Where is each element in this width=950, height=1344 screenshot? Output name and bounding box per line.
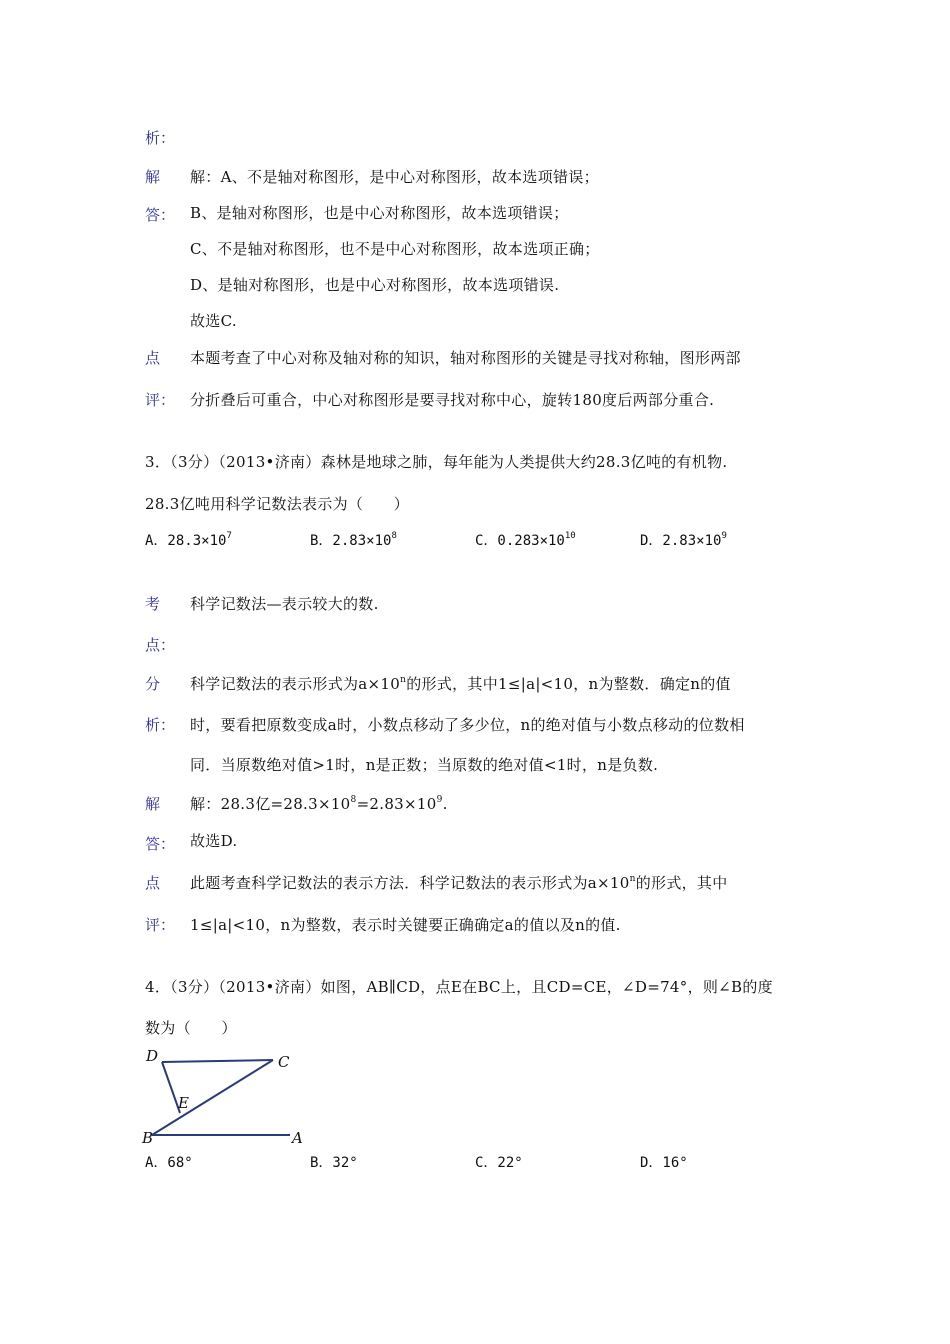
q4-geometry-figure — [140, 1045, 320, 1150]
q2-comment-line-1: 本题考查了中心对称及轴对称的知识，轴对称图形的关键是寻找对称轴，图形两部 — [190, 349, 741, 367]
q3-option-c: C．$0.283\times 10^{10}$ — [475, 531, 576, 549]
q3-topic: 科学记数法—表示较大的数. — [190, 595, 379, 613]
segment-dc — [162, 1060, 273, 1062]
q3-option-b: B．$2.83\times 10^8$ — [310, 531, 397, 549]
q3-analysis-line-3: 同．当原数绝对值>1时，n是正数；当原数的绝对值<1时，n是负数. — [190, 756, 659, 774]
q4-option-a: A．68° — [145, 1155, 193, 1171]
q3-analysis-line-1: 科学记数法的表示形式为$a\times 10^n$的形式，其中1≤|a|<10，n为整数．确定n的值 — [190, 675, 731, 693]
q2-answer-d: D、是轴对称图形，也是中心对称图形，故本选项错误. — [190, 276, 560, 294]
q3-analysis-line-2: 时，要看把原数变成a时，小数点移动了多少位，n的绝对值与小数点移动的位数相 — [190, 716, 745, 734]
label-answer-top: 解 — [145, 168, 161, 186]
label-solution-bottom: 答： — [145, 835, 176, 853]
label-comment-top: 点 — [145, 349, 161, 367]
q3-review-line-1: 此题考查科学记数法的表示方法．科学记数法的表示形式为$a\times 10^n$的形式，其中 — [190, 874, 728, 892]
point-label-e: E — [178, 1094, 189, 1112]
q2-answer-c: C、不是轴对称图形，也不是中心对称图形，故本选项正确； — [190, 240, 600, 258]
label-review-top: 点 — [145, 874, 161, 892]
q4-stem-line-2: 数为（ ） — [145, 1019, 237, 1037]
q3-choice: 故选D. — [190, 832, 238, 850]
segment-cb — [152, 1060, 273, 1135]
label-solution-top: 解 — [145, 795, 161, 813]
q3-solution: 解：28.3亿$=28.3\times 10^8=2.83\times 10^9$. — [190, 795, 448, 813]
label-analysis-bottom: 析： — [145, 716, 176, 734]
q3-option-a: A．$28.3\times 10^7$ — [145, 531, 232, 549]
point-label-d: D — [146, 1047, 159, 1065]
q2-choice: 故选C. — [190, 312, 237, 330]
q4-option-b: B．32° — [310, 1155, 358, 1171]
point-label-b: B — [142, 1129, 154, 1147]
label-topic-top: 考 — [145, 595, 161, 613]
q4-stem-line-1: 4．（3分）（2013•济南）如图，AB∥CD，点E在BC上，且CD=CE，∠D=74°，则∠B的度 — [145, 978, 773, 996]
q3-stem-line-1: 3．（3分）（2013•济南）森林是地球之肺，每年能为人类提供大约28.3亿吨的有机物. — [145, 453, 728, 471]
q3-option-d: D．$2.83\times 10^9$ — [640, 531, 727, 549]
label-analysis-top: 分 — [145, 675, 161, 693]
label-topic-bottom: 点： — [145, 636, 176, 654]
q4-option-d: D．16° — [640, 1155, 688, 1171]
label-comment-bottom: 评： — [145, 391, 176, 409]
q2-comment-line-2: 分折叠后可重合，中心对称图形是要寻找对称中心，旋转180度后两部分重合. — [190, 391, 715, 409]
q3-stem-line-2: 28.3亿吨用科学记数法表示为（ ） — [145, 495, 410, 513]
label-answer-bottom: 答： — [145, 206, 176, 224]
point-label-a: A — [292, 1129, 303, 1147]
label-review-bottom: 评： — [145, 916, 176, 934]
q2-answer-b: B、是轴对称图形，也是中心对称图形，故本选项错误； — [190, 204, 569, 222]
label-analysis-end: 析： — [145, 129, 176, 147]
point-label-c: C — [278, 1053, 290, 1071]
q3-review-line-2: 1≤|a|<10，n为整数，表示时关键要正确确定a的值以及n的值. — [190, 916, 621, 934]
q2-answer-a: 解：A、不是轴对称图形，是中心对称图形，故本选项错误； — [190, 168, 599, 186]
q4-option-c: C．22° — [475, 1155, 523, 1171]
